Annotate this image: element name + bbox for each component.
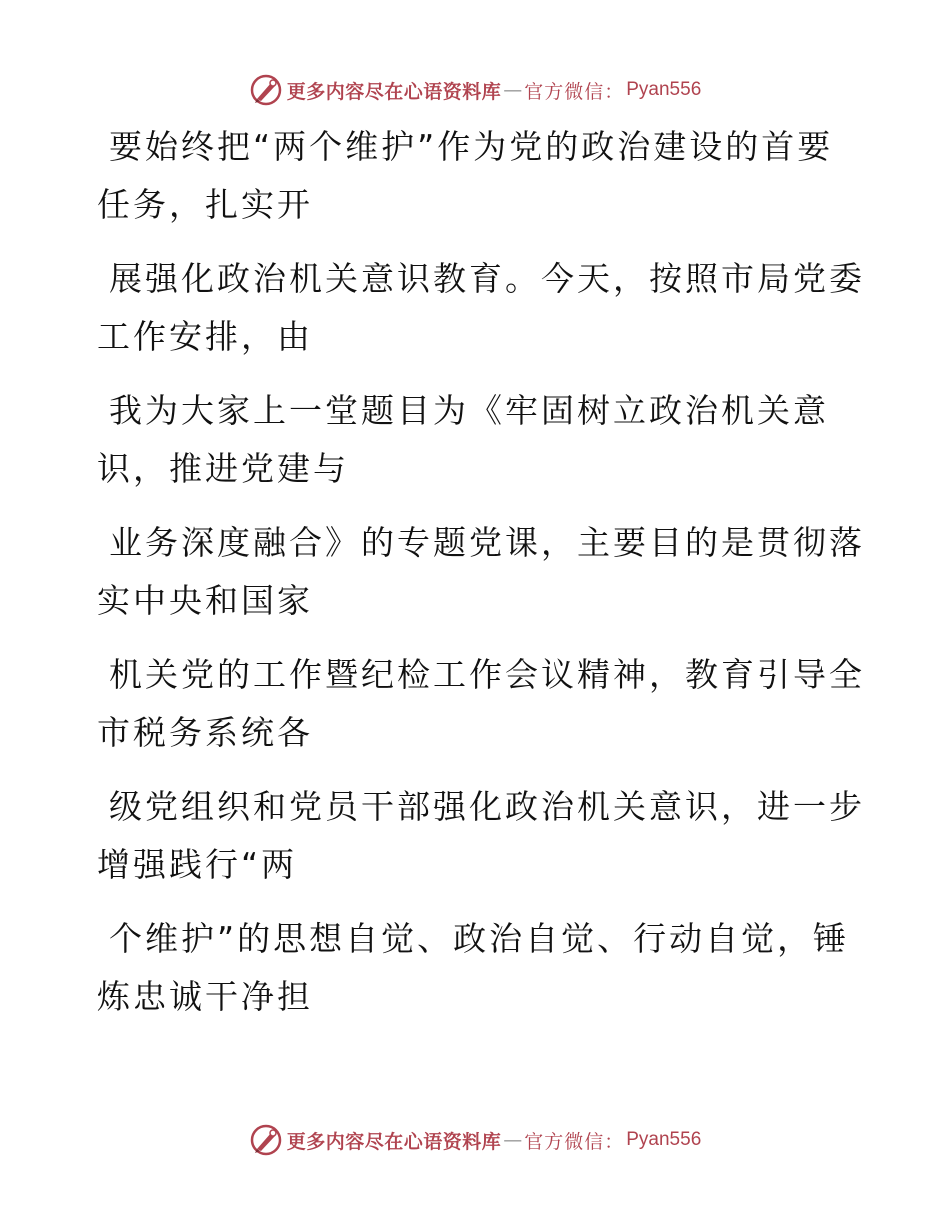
body-line: 我为大家上一堂题目为《牢固树立政治机关意 xyxy=(109,391,829,430)
pen-logo-icon xyxy=(249,73,283,107)
body-line: 机关党的工作暨纪检工作会议精神，教育引导全 xyxy=(109,655,865,694)
header-banner xyxy=(0,70,950,110)
banner-separator: — xyxy=(503,1129,523,1151)
pen-logo-icon xyxy=(249,1123,283,1157)
footer-banner xyxy=(0,1120,950,1160)
body-line: 炼忠诚干净担 xyxy=(97,977,313,1016)
body-line: 业务深度融合》的专题党课，主要目的是贯彻落 xyxy=(109,523,865,562)
banner-wechat-label: 官方微信： xyxy=(524,80,625,103)
banner-wechat-id: Pyan556 xyxy=(626,1129,702,1150)
banner-wechat-id: Pyan556 xyxy=(626,79,702,100)
banner-main-text: 更多内容尽在心语资料库 xyxy=(286,80,502,103)
body-line: 增强践行“两 xyxy=(97,845,298,884)
body-line: 任务，扎实开 xyxy=(97,185,313,224)
body-line: 工作安排，由 xyxy=(97,317,313,356)
body-line: 个维护”的思想自觉、政治自觉、行动自觉，锤 xyxy=(109,919,850,958)
body-line: 要始终把“两个维护”作为党的政治建设的首要 xyxy=(109,127,834,166)
banner-wechat-label: 官方微信： xyxy=(524,1130,625,1153)
body-line: 识，推进党建与 xyxy=(97,449,349,488)
body-line: 实中央和国家 xyxy=(97,581,313,620)
document-body xyxy=(97,118,865,1026)
body-line: 级党组织和党员干部强化政治机关意识，进一步 xyxy=(109,787,865,826)
body-line: 市税务系统各 xyxy=(97,713,313,752)
banner-main-text: 更多内容尽在心语资料库 xyxy=(286,1130,502,1153)
body-line: 展强化政治机关意识教育。今天，按照市局党委 xyxy=(109,259,865,298)
banner-separator: — xyxy=(503,79,523,101)
